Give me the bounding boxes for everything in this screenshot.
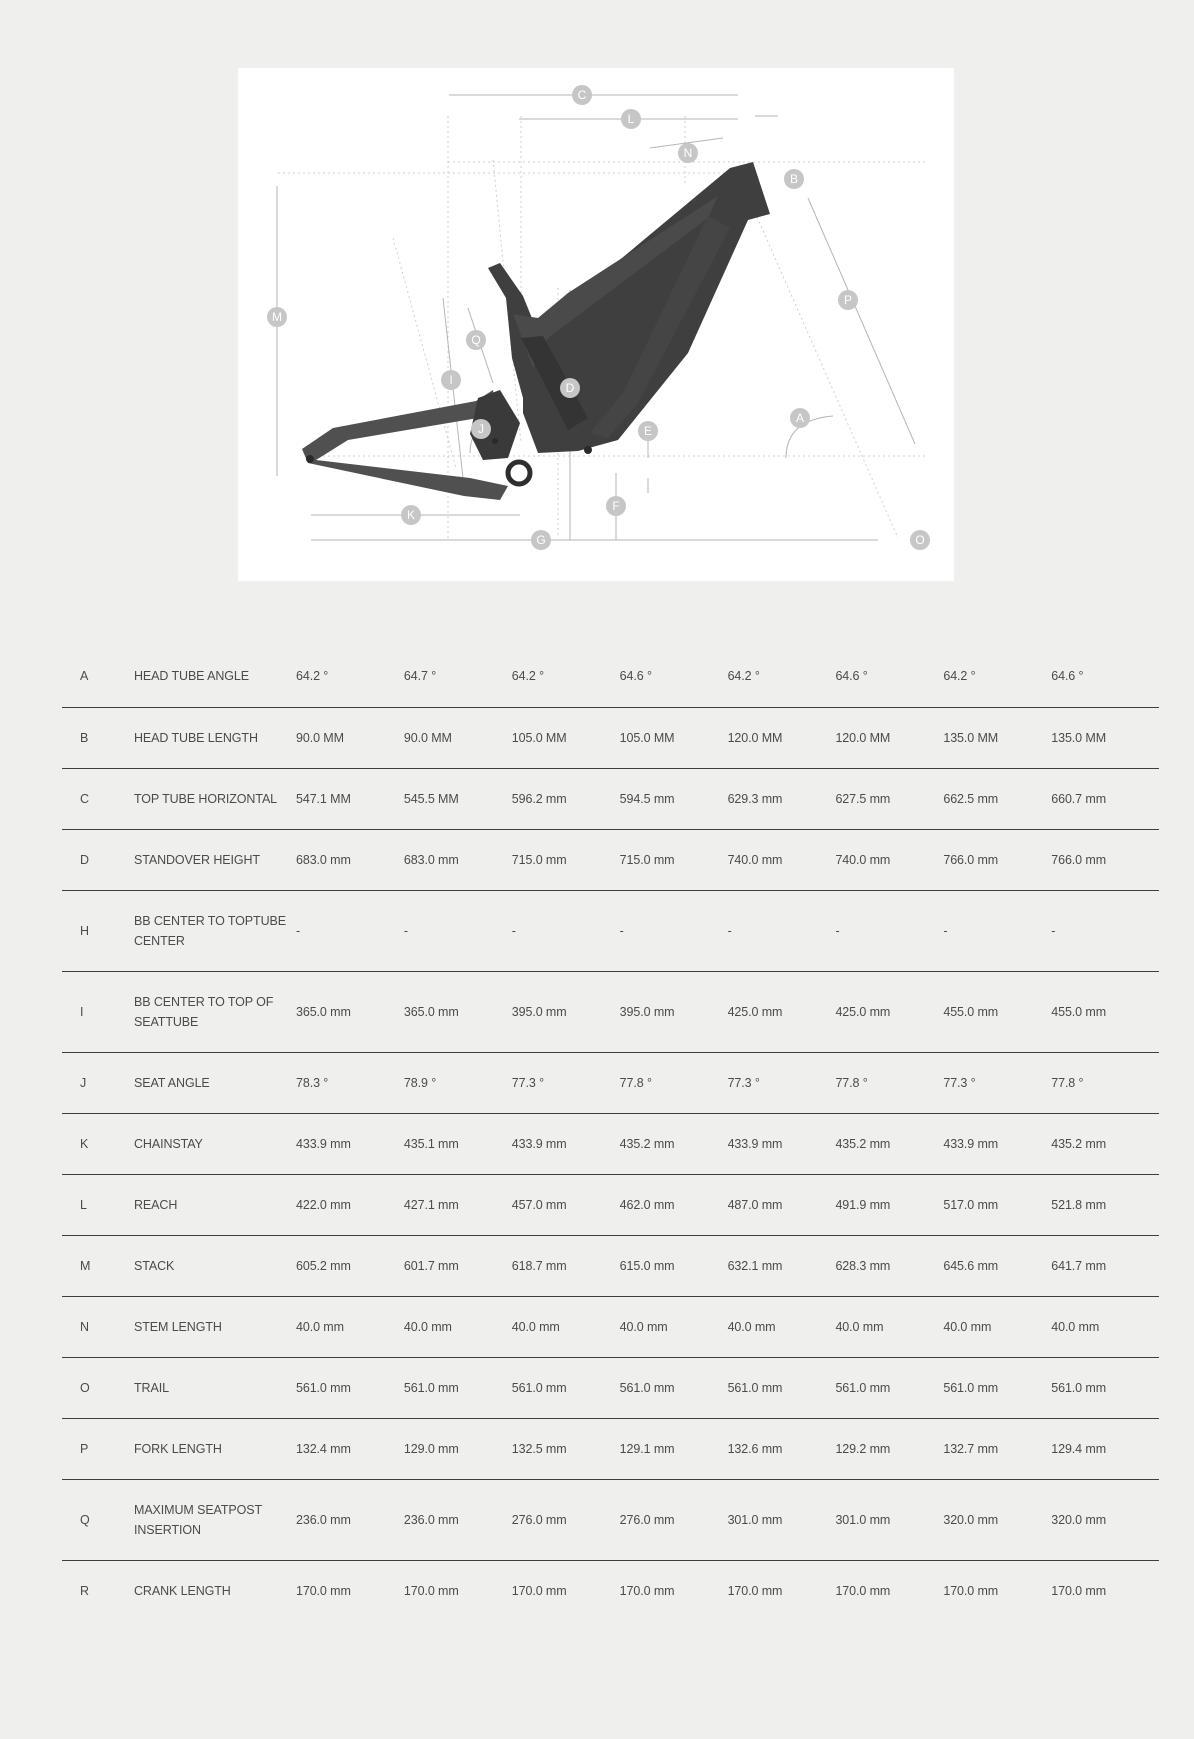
table-row <box>62 646 1159 707</box>
row-value: 561.0 mm <box>1051 1380 1107 1395</box>
svg-text:I: I <box>449 373 453 387</box>
label-f-badge <box>606 496 626 516</box>
row-value: 517.0 mm <box>943 1197 999 1212</box>
row-value: 628.3 mm <box>835 1258 891 1273</box>
frame-illustration <box>238 68 954 581</box>
row-value: 561.0 mm <box>835 1380 891 1395</box>
row-value: 132.6 mm <box>727 1441 783 1456</box>
row-value: - <box>511 923 516 938</box>
row-letter: M <box>80 1258 91 1273</box>
row-value: 740.0 mm <box>727 852 783 867</box>
row-value: 129.4 mm <box>1051 1441 1107 1456</box>
row-measurement-name: SEAT ANGLE <box>134 1075 210 1090</box>
row-value: 64.6 ° <box>835 669 868 684</box>
row-letter: R <box>80 1583 89 1598</box>
label-c-badge <box>572 85 592 105</box>
row-value: - <box>619 923 624 938</box>
row-measurement-name: HEAD TUBE ANGLE <box>134 669 249 684</box>
row-value: 77.8 ° <box>1051 1075 1084 1090</box>
row-value: 320.0 mm <box>1051 1512 1107 1527</box>
row-value: 435.1 mm <box>403 1136 459 1151</box>
label-g-badge <box>531 530 551 550</box>
row-value: 491.9 mm <box>835 1197 891 1212</box>
row-letter: H <box>80 923 89 938</box>
row-value: 276.0 mm <box>511 1512 567 1527</box>
svg-text:J: J <box>478 422 484 436</box>
row-measurement-name: BB CENTER TO TOPTUBE CENTER <box>134 913 286 948</box>
row-value: 433.9 mm <box>727 1136 783 1151</box>
frame-shape <box>302 162 770 500</box>
row-value: 601.7 mm <box>403 1258 459 1273</box>
table-row <box>62 1418 1159 1479</box>
row-value: 435.2 mm <box>619 1136 675 1151</box>
row-value: 170.0 mm <box>511 1583 567 1598</box>
row-value: 715.0 mm <box>511 852 567 867</box>
row-letter: K <box>80 1136 89 1151</box>
row-value: 301.0 mm <box>727 1512 783 1527</box>
table-row <box>62 1560 1159 1621</box>
row-measurement-name: HEAD TUBE LENGTH <box>134 730 258 745</box>
label-o-badge <box>910 530 930 550</box>
row-letter: Q <box>80 1512 90 1527</box>
row-value: 645.6 mm <box>943 1258 999 1273</box>
row-value: 435.2 mm <box>1051 1136 1107 1151</box>
svg-text:G: G <box>536 533 546 547</box>
row-value: 40.0 mm <box>619 1319 668 1334</box>
row-value: 276.0 mm <box>619 1512 675 1527</box>
row-value: 766.0 mm <box>1051 852 1107 867</box>
table-row <box>62 1113 1159 1174</box>
label-l-badge <box>621 109 641 129</box>
row-value: 629.3 mm <box>727 791 783 806</box>
table-row <box>62 768 1159 829</box>
label-j-badge <box>471 419 491 439</box>
row-value: 129.0 mm <box>403 1441 459 1456</box>
row-value: 64.6 ° <box>1051 669 1084 684</box>
label-i-badge <box>441 370 461 390</box>
row-value: - <box>835 923 840 938</box>
svg-text:P: P <box>843 293 853 307</box>
row-value: 545.5 MM <box>403 791 459 806</box>
row-value: 78.3 ° <box>296 1075 329 1090</box>
label-q-badge <box>466 330 486 350</box>
label-n-badge <box>678 143 698 163</box>
row-measurement-name: STACK <box>134 1258 175 1273</box>
row-value: 561.0 mm <box>619 1380 675 1395</box>
svg-text:D: D <box>565 381 575 395</box>
row-value: 64.2 ° <box>727 669 760 684</box>
row-value: 715.0 mm <box>619 852 675 867</box>
row-letter: P <box>80 1441 89 1456</box>
row-value: 605.2 mm <box>296 1258 351 1273</box>
row-value: 561.0 mm <box>511 1380 567 1395</box>
row-value: 170.0 mm <box>835 1583 891 1598</box>
row-value: - <box>403 923 408 938</box>
row-value: 77.3 ° <box>511 1075 544 1090</box>
row-value: 618.7 mm <box>511 1258 567 1273</box>
row-value: 365.0 mm <box>296 1004 351 1019</box>
row-value: 301.0 mm <box>835 1512 891 1527</box>
label-k-badge <box>401 505 421 525</box>
row-value: 425.0 mm <box>727 1004 783 1019</box>
row-value: 170.0 mm <box>403 1583 459 1598</box>
row-measurement-name: BB CENTER TO TOP OF SEATTUBE <box>134 994 274 1029</box>
row-value: 395.0 mm <box>511 1004 567 1019</box>
row-measurement-name: TRAIL <box>134 1380 169 1395</box>
row-value: 660.7 mm <box>1051 791 1107 806</box>
table-row <box>62 1052 1159 1113</box>
row-value: - <box>296 923 301 938</box>
row-value: 596.2 mm <box>511 791 567 806</box>
row-value: - <box>943 923 948 938</box>
row-value: 90.0 MM <box>403 730 452 745</box>
row-measurement-name: MAXIMUM SEATPOST INSERTION <box>134 1502 262 1537</box>
row-value: 170.0 mm <box>943 1583 999 1598</box>
row-value: 433.9 mm <box>511 1136 567 1151</box>
row-value: 435.2 mm <box>835 1136 891 1151</box>
row-value: 64.2 ° <box>511 669 544 684</box>
row-value: 105.0 MM <box>619 730 675 745</box>
svg-text:A: A <box>795 411 805 425</box>
row-value: 740.0 mm <box>835 852 891 867</box>
row-value: 40.0 mm <box>835 1319 884 1334</box>
row-value: 683.0 mm <box>296 852 351 867</box>
svg-text:M: M <box>272 310 282 324</box>
table-row <box>62 1479 1159 1560</box>
row-value: 129.1 mm <box>619 1441 675 1456</box>
label-a-badge <box>790 408 810 428</box>
row-value: - <box>727 923 732 938</box>
row-value: 170.0 mm <box>619 1583 675 1598</box>
row-value: 105.0 MM <box>511 730 567 745</box>
row-measurement-name: CRANK LENGTH <box>134 1583 231 1598</box>
row-value: 615.0 mm <box>619 1258 675 1273</box>
row-value: 40.0 mm <box>1051 1319 1100 1334</box>
row-value: 320.0 mm <box>943 1512 999 1527</box>
row-value: 683.0 mm <box>403 852 459 867</box>
row-measurement-name: STANDOVER HEIGHT <box>134 852 260 867</box>
row-measurement-name: FORK LENGTH <box>134 1441 222 1456</box>
row-value: 170.0 mm <box>296 1583 351 1598</box>
row-value: 77.3 ° <box>943 1075 976 1090</box>
row-value: 641.7 mm <box>1051 1258 1107 1273</box>
row-value: 132.4 mm <box>296 1441 351 1456</box>
row-letter: N <box>80 1319 89 1334</box>
row-value: 236.0 mm <box>296 1512 351 1527</box>
row-value: 170.0 mm <box>1051 1583 1107 1598</box>
row-value: 455.0 mm <box>1051 1004 1107 1019</box>
row-value: 170.0 mm <box>727 1583 783 1598</box>
row-value: 365.0 mm <box>403 1004 459 1019</box>
svg-text:O: O <box>915 533 925 547</box>
row-value: 632.1 mm <box>727 1258 783 1273</box>
row-value: 594.5 mm <box>619 791 675 806</box>
row-value: 64.2 ° <box>296 669 329 684</box>
svg-text:L: L <box>627 112 635 126</box>
row-value: 433.9 mm <box>296 1136 351 1151</box>
row-value: 77.8 ° <box>619 1075 652 1090</box>
table-row <box>62 707 1159 768</box>
row-value: 64.2 ° <box>943 669 976 684</box>
row-value: 78.9 ° <box>403 1075 437 1090</box>
row-value: 395.0 mm <box>619 1004 675 1019</box>
row-value: 427.1 mm <box>403 1197 459 1212</box>
row-value: 64.6 ° <box>619 669 652 684</box>
row-value: 90.0 MM <box>296 730 344 745</box>
row-value: 455.0 mm <box>943 1004 999 1019</box>
table-row <box>62 1174 1159 1235</box>
row-value: 120.0 MM <box>835 730 891 745</box>
row-letter: L <box>80 1197 87 1212</box>
geometry-diagram <box>238 68 954 581</box>
table-row <box>62 1357 1159 1418</box>
row-letter: B <box>80 730 89 745</box>
row-value: 40.0 mm <box>296 1319 344 1334</box>
row-value: 129.2 mm <box>835 1441 891 1456</box>
row-value: 766.0 mm <box>943 852 999 867</box>
row-value: 433.9 mm <box>943 1136 999 1151</box>
row-value: 627.5 mm <box>835 791 891 806</box>
row-value: 40.0 mm <box>511 1319 560 1334</box>
svg-text:Q: Q <box>471 333 481 347</box>
table-row <box>62 890 1159 971</box>
svg-text:F: F <box>612 499 620 513</box>
table-row <box>62 1296 1159 1357</box>
row-value: 132.5 mm <box>511 1441 567 1456</box>
row-value: 236.0 mm <box>403 1512 459 1527</box>
svg-text:N: N <box>683 146 693 160</box>
row-measurement-name: TOP TUBE HORIZONTAL <box>134 791 278 806</box>
row-value: 521.8 mm <box>1051 1197 1107 1212</box>
row-letter: C <box>80 791 89 806</box>
geometry-table <box>62 646 1159 1621</box>
row-value: 422.0 mm <box>296 1197 351 1212</box>
row-value: 40.0 mm <box>943 1319 992 1334</box>
label-p-badge <box>838 290 858 310</box>
row-value: 561.0 mm <box>296 1380 351 1395</box>
row-letter: D <box>80 852 89 867</box>
row-value: 487.0 mm <box>727 1197 783 1212</box>
row-value: 662.5 mm <box>943 791 999 806</box>
row-letter: A <box>80 669 89 684</box>
row-measurement-name: STEM LENGTH <box>134 1319 222 1334</box>
row-measurement-name: REACH <box>134 1197 178 1212</box>
row-value: 132.7 mm <box>943 1441 999 1456</box>
row-value: 64.7 ° <box>403 669 437 684</box>
row-measurement-name: CHAINSTAY <box>134 1136 203 1151</box>
label-m-badge <box>267 307 287 327</box>
svg-text:E: E <box>643 424 653 438</box>
row-letter: O <box>80 1380 90 1395</box>
row-value: 135.0 MM <box>1051 730 1107 745</box>
row-value: 77.3 ° <box>727 1075 760 1090</box>
label-b-badge <box>784 169 804 189</box>
row-value: 135.0 MM <box>943 730 999 745</box>
svg-text:C: C <box>577 88 587 102</box>
row-value: 77.8 ° <box>835 1075 868 1090</box>
row-value: 40.0 mm <box>403 1319 452 1334</box>
row-value: 462.0 mm <box>619 1197 675 1212</box>
table-row <box>62 829 1159 890</box>
label-d-badge <box>560 378 580 398</box>
row-value: 547.1 MM <box>296 791 351 806</box>
label-e-badge <box>638 421 658 441</box>
table-row <box>62 1235 1159 1296</box>
row-value: 425.0 mm <box>835 1004 891 1019</box>
svg-text:K: K <box>406 508 416 522</box>
row-letter: J <box>80 1075 87 1090</box>
row-value: - <box>1051 923 1056 938</box>
row-value: 561.0 mm <box>403 1380 459 1395</box>
svg-text:B: B <box>789 172 799 186</box>
row-value: 40.0 mm <box>727 1319 776 1334</box>
row-value: 120.0 MM <box>727 730 783 745</box>
row-value: 457.0 mm <box>511 1197 567 1212</box>
row-letter: I <box>80 1004 84 1019</box>
row-value: 561.0 mm <box>727 1380 783 1395</box>
row-value: 561.0 mm <box>943 1380 999 1395</box>
table-row <box>62 971 1159 1052</box>
